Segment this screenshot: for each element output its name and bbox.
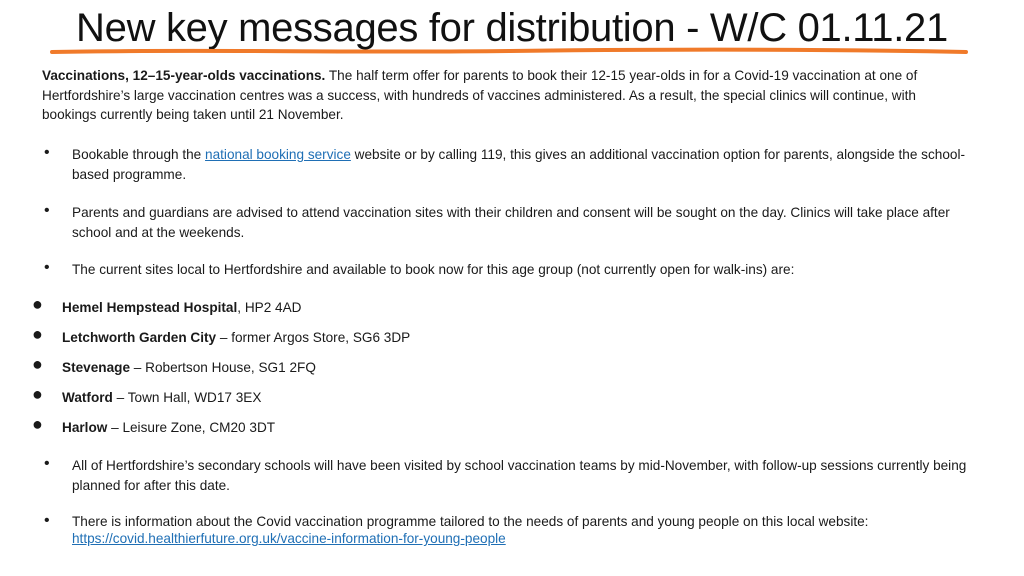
bullet-booking	[44, 145, 974, 184]
site-item-watford	[32, 384, 262, 407]
site-name: Stevenage	[62, 360, 131, 375]
site-detail: – Leisure Zone, CM20 3DT	[107, 420, 276, 435]
bullet-icon: •	[44, 202, 50, 219]
intro-paragraph	[42, 66, 972, 125]
site-detail: – former Argos Store, SG6 3DP	[216, 330, 411, 345]
bullet-icon: ●	[32, 414, 43, 434]
young-people-vaccine-info-link[interactable]: https://covid.healthierfuture.org.uk/vaccine-information-for-young-people	[72, 531, 506, 546]
page-title: New key messages for distribution - W/C 01.11.21	[76, 6, 948, 50]
site-item-stevenage	[32, 354, 316, 377]
intro-body: The half term offer for parents to book their 12-15 year-olds in for a Covid-19 vaccination at one of Hertfordshire’s large vaccination centres was a success, with hundreds of vaccines administered. As a result, the special clinics will continue, with bookings currently being taken until 21 November.	[42, 68, 918, 123]
bullet-icon: ●	[32, 294, 43, 314]
bullet-icon: ●	[32, 324, 43, 344]
intro-heading: Vaccinations, 12–15-year-olds vaccinations.	[42, 68, 326, 83]
site-name: Watford	[62, 390, 113, 405]
site-item-harlow	[32, 414, 276, 437]
bullet-consent	[44, 203, 974, 242]
bullet-booking-text-before: Bookable through the	[72, 147, 206, 162]
site-detail: , HP2 4AD	[237, 300, 302, 315]
bullet-website	[44, 513, 974, 547]
bullet-sites-intro-text: The current sites local to Hertfordshire and available to book now for this age group (not currently open for walk-ins) are:	[72, 262, 795, 277]
bullet-icon: ●	[32, 354, 43, 374]
site-detail: – Robertson House, SG1 2FQ	[130, 360, 316, 375]
bullet-sites-intro	[44, 260, 974, 280]
bullet-icon: •	[44, 259, 50, 276]
bullet-website-text: There is information about the Covid vaccination programme tailored to the needs of parents and young people on this local website:	[72, 514, 869, 529]
site-name: Hemel Hempstead Hospital	[62, 300, 238, 315]
bullet-icon: •	[44, 144, 50, 161]
site-item-hemel	[32, 294, 302, 317]
site-detail: – Town Hall, WD17 3EX	[112, 390, 262, 405]
bullet-icon: •	[44, 512, 50, 529]
site-name: Letchworth Garden City	[62, 330, 217, 345]
site-name: Harlow	[62, 420, 108, 435]
bullet-schools-text: All of Hertfordshire’s secondary schools will have been visited by school vaccination teams by mid-November, with follow-up sessions currently being planned for after this date.	[72, 458, 967, 493]
bullet-schools	[44, 456, 974, 495]
site-item-letchworth	[32, 324, 411, 347]
title-underline	[50, 44, 970, 58]
bullet-icon: •	[44, 455, 50, 472]
national-booking-service-link[interactable]: national booking service	[205, 147, 351, 162]
bullet-icon: ●	[32, 384, 43, 404]
bullet-consent-text: Parents and guardians are advised to attend vaccination sites with their children and consent will be sought on the day. Clinics will take place after school and at the weekends.	[72, 205, 950, 240]
bullet-booking-text-after: website or by calling 119, this gives an additional vaccination option for parents, alongside the school-based programme.	[72, 147, 965, 182]
